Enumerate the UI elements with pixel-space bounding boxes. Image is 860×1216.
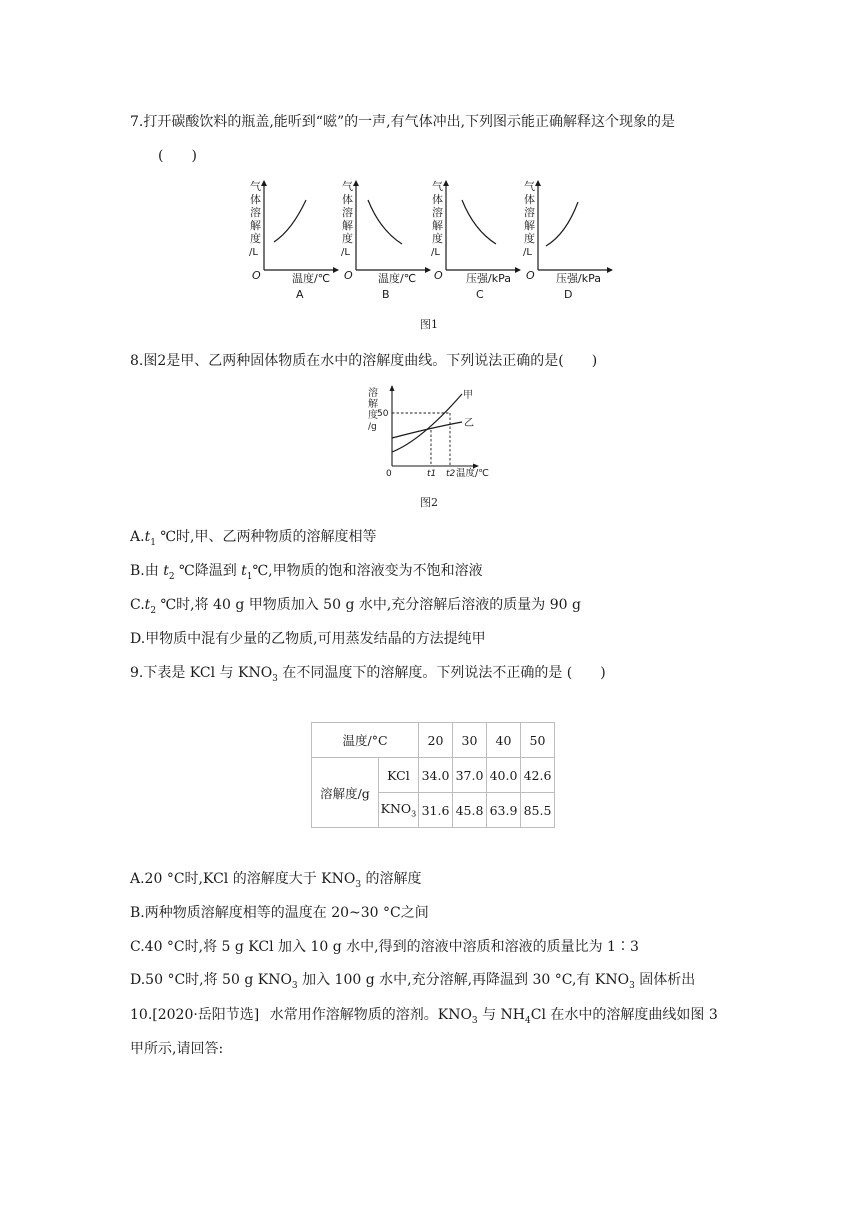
fig2-ylabel-3: 度 (368, 410, 378, 421)
graph-c (431, 179, 521, 301)
q7-figure (240, 178, 620, 303)
graph-d-ylabel-6: /L (523, 247, 532, 258)
graph-a-xlabel: 温度/℃ (292, 272, 331, 285)
graph-b (341, 179, 431, 301)
graph-c-xlabel: 压强/kPa (466, 272, 511, 285)
graph-c-ylabel-4: 解 (432, 219, 443, 232)
fig2-ylabel-1: 溶 (368, 388, 378, 399)
q8-stem: 8.图2是甲、乙两种固体物质在水中的溶解度曲线。下列说法正确的是( ) (130, 353, 598, 369)
q8-option-b: B.由 $t_2$ ℃降温到 $t_1℃$,甲物质的饱和溶液变为不饱和溶液 (130, 563, 483, 582)
fig2-arrow-y (390, 385, 395, 391)
graph-d-ylabel-2: 体 (524, 193, 535, 206)
graph-c-curve (462, 200, 496, 244)
q9-option-c: C.40 °C时,将 5 g KCl 加入 10 g 水中,得到的溶液中溶质和溶液的质量比为 1∶3 (130, 939, 639, 955)
q9-option-d: D.50 °C时,将 50 g $KNO_3$ 加入 100 g 水中,充分溶解,再降温到 30 °C,有 $KNO_3$ 固体析出 (130, 972, 696, 991)
fig2-ytick-50: 50 (377, 409, 389, 419)
table-cell: 63.9 (487, 793, 521, 828)
graph-c-ylabel-5: 度 (432, 232, 443, 245)
graph-d-ylabel-3: 溶 (524, 206, 535, 219)
graph-a-ylabel-5: 度 (250, 232, 261, 245)
graph-a-ylabel-4: 解 (250, 219, 261, 232)
table-temp-50: 50 (521, 723, 555, 758)
graph-c-origin: O (434, 269, 443, 282)
fig2-origin: 0 (386, 469, 392, 478)
graph-b-arrow-y (353, 180, 359, 186)
graph-a-origin: O (252, 269, 261, 282)
fig2-ylabel-4: /g (368, 422, 377, 432)
graph-d (523, 179, 613, 301)
graph-b-ylabel-6: /L (341, 247, 350, 258)
fig2-curve-jia (392, 394, 462, 452)
table-row-group-label: 溶解度/g (312, 758, 379, 828)
q9-option-b: B.两种物质溶解度相等的温度在 20~30 °C之间 (130, 905, 429, 921)
figure-2-caption: 图2 (420, 496, 438, 509)
table-substance-kno3: $KNO_3$ (378, 793, 418, 828)
q9-option-a: A.20 °C时,KCl 的溶解度大于 $KNO_3$ 的溶解度 (130, 871, 422, 890)
graph-c-ylabel-1: 气 (432, 180, 443, 193)
table-cell: 45.8 (453, 793, 487, 828)
table-substance-kcl: KCl (378, 758, 418, 793)
table-temp-30: 30 (453, 723, 487, 758)
fig2-xlabel: 温度/℃ (456, 468, 489, 478)
graph-a-arrow-y (261, 180, 267, 186)
graph-b-arrow-x (425, 267, 431, 273)
graph-a (249, 179, 339, 301)
table-header-row (312, 723, 555, 758)
q10-stem-line2: 甲所示,请回答: (130, 1041, 224, 1057)
graph-a-option: A (296, 288, 304, 301)
graph-a-ylabel-6: /L (249, 247, 258, 258)
table-cell: 85.5 (521, 793, 555, 828)
graph-c-ylabel-3: 溶 (432, 206, 443, 219)
table-header-label: 温度/°C (312, 723, 419, 758)
q8-option-a: $A.t_1$ ℃时,甲、乙两种物质的溶解度相等 (130, 529, 377, 548)
graph-b-xlabel: 温度/℃ (378, 272, 417, 285)
graph-d-curve (546, 202, 578, 246)
solubility-table (311, 722, 555, 828)
graph-d-ylabel-4: 解 (524, 219, 535, 232)
q8-figure (360, 382, 500, 478)
graph-a-ylabel-3: 溶 (250, 206, 261, 219)
table-cell: 31.6 (419, 793, 453, 828)
fig2-xtick-t1: t1 (427, 469, 437, 478)
table-cell: 40.0 (487, 758, 521, 793)
graph-c-ylabel-6: /L (431, 247, 440, 258)
graph-b-ylabel-5: 度 (342, 232, 353, 245)
q9-stem: 9.下表是 KCl 与 $KNO_3$ 在不同温度下的溶解度。下列说法不正确的是 ( ) (130, 665, 606, 684)
table-cell: 37.0 (453, 758, 487, 793)
graph-b-option: B (382, 288, 390, 301)
table-cell: 34.0 (419, 758, 453, 793)
fig2-xtick-t2: t2 (446, 469, 456, 478)
fig2-series-jia: 甲 (463, 390, 473, 401)
graph-b-curve (368, 200, 402, 244)
table-row (312, 758, 555, 793)
graph-c-arrow-x (515, 267, 521, 273)
graph-d-arrow-y (535, 180, 541, 186)
graph-d-xlabel: 压强/kPa (556, 272, 601, 285)
graph-a-ylabel-1: 气 (250, 180, 261, 193)
graph-d-ylabel-5: 度 (524, 232, 535, 245)
graph-d-origin: O (526, 269, 535, 282)
graph-b-ylabel-3: 溶 (342, 206, 353, 219)
q10-stem: 10.[2020·岳阳节选] 水常用作溶解物质的溶剂。$KNO_3$ 与 $NH_4Cl$ 在水中的溶解度曲线如图 3 (130, 1007, 718, 1026)
graph-b-ylabel-2: 体 (342, 193, 353, 206)
figure-1-caption: 图1 (420, 318, 438, 331)
graph-c-ylabel-2: 体 (432, 193, 443, 206)
q7-answer-paren: ( ) (158, 148, 197, 164)
graph-b-origin: O (344, 269, 353, 282)
table-temp-40: 40 (487, 723, 521, 758)
fig2-ylabel-2: 解 (368, 399, 378, 410)
graph-d-option: D (564, 288, 573, 301)
graph-c-arrow-y (443, 180, 449, 186)
fig2-series-yi: 乙 (464, 418, 474, 429)
q7-stem: 7.打开碳酸饮料的瓶盖,能听到“嗞”的一声,有气体冲出,下列图示能正确解释这个现象的是 (130, 114, 676, 130)
q8-option-c: $C.t_2$ ℃时,将 40 g 甲物质加入 50 g 水中,充分溶解后溶液的质量为 90 g (130, 597, 581, 616)
graph-a-arrow-x (333, 267, 339, 273)
table-cell: 42.6 (521, 758, 555, 793)
graph-c-option: C (476, 288, 484, 301)
graph-a-ylabel-2: 体 (250, 193, 261, 206)
graph-a-curve (274, 200, 306, 242)
graph-d-ylabel-1: 气 (524, 180, 535, 193)
q8-option-d: D.甲物质中混有少量的乙物质,可用蒸发结晶的方法提纯甲 (130, 631, 486, 647)
graph-b-ylabel-4: 解 (342, 219, 353, 232)
graph-b-ylabel-1: 气 (342, 180, 353, 193)
graph-d-arrow-x (607, 267, 613, 273)
table-temp-20: 20 (419, 723, 453, 758)
q10-source: 10.[2020·岳阳节选] (130, 1007, 260, 1023)
